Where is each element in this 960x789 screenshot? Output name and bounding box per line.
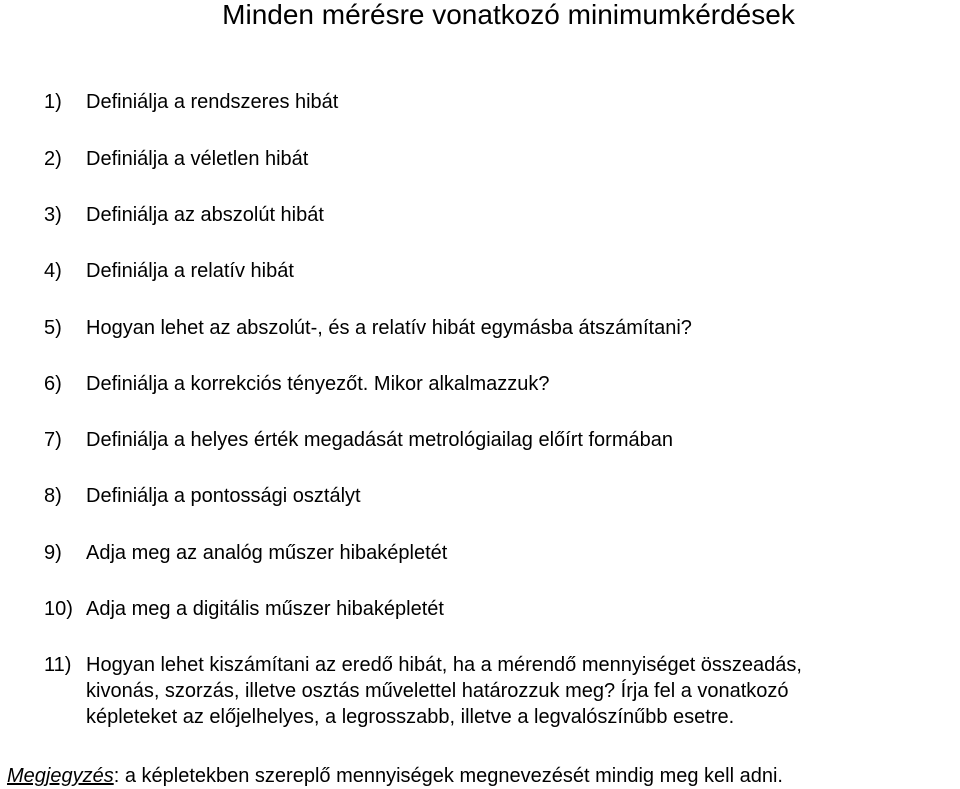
question-text: Definiálja a helyes érték megadását metrológiailag előírt formában [86,429,673,451]
question-text: Adja meg az analóg műszer hibaképletét [86,542,448,564]
question-text-line: kivonás, szorzás, illetve osztás művelettel határozzuk meg? Írja fel a vonatkozó [86,680,789,702]
question-text: Hogyan lehet az abszolút-, és a relatív hibát egymásba átszámítani? [86,317,692,339]
question-text: Definiálja a korrekciós tényezőt. Mikor alkalmazzuk? [86,373,550,395]
page-title: Minden mérésre vonatkozó minimumkérdések [222,0,795,30]
note-colon: : [113,765,120,787]
question-number: 5) [44,317,62,339]
note-text: a képletekben szereplő mennyiségek megnevezését mindig meg kell adni. [119,765,783,787]
question-text: Adja meg a digitális műszer hibaképletét [86,598,444,620]
question-number: 1) [44,91,62,113]
question-text: Definiálja a véletlen hibát [86,148,309,170]
question-number: 10) [44,598,73,620]
question-number: 6) [44,373,62,395]
question-text: Definiálja a relatív hibát [86,260,294,282]
question-number: 4) [44,260,62,282]
question-number: 8) [44,485,62,507]
question-number: 11) [44,654,72,676]
question-text-line: Hogyan lehet kiszámítani az eredő hibát, ha a mérendő mennyiséget összeadás, [86,654,802,676]
question-text: Definiálja a rendszeres hibát [86,91,339,113]
question-text [86,652,802,730]
question-number: 9) [44,542,62,564]
question-number: 2) [44,148,62,170]
question-text: Definiálja a pontossági osztályt [86,485,361,507]
note-label: Megjegyzés [7,765,114,787]
question-number: 3) [44,204,62,226]
question-number: 7) [44,429,62,451]
footnote [7,763,783,789]
question-text: Definiálja az abszolút hibát [86,204,324,226]
question-text-line: képleteket az előjelhelyes, a legrosszabb, illetve a legvalószínűbb esetre. [86,706,735,728]
